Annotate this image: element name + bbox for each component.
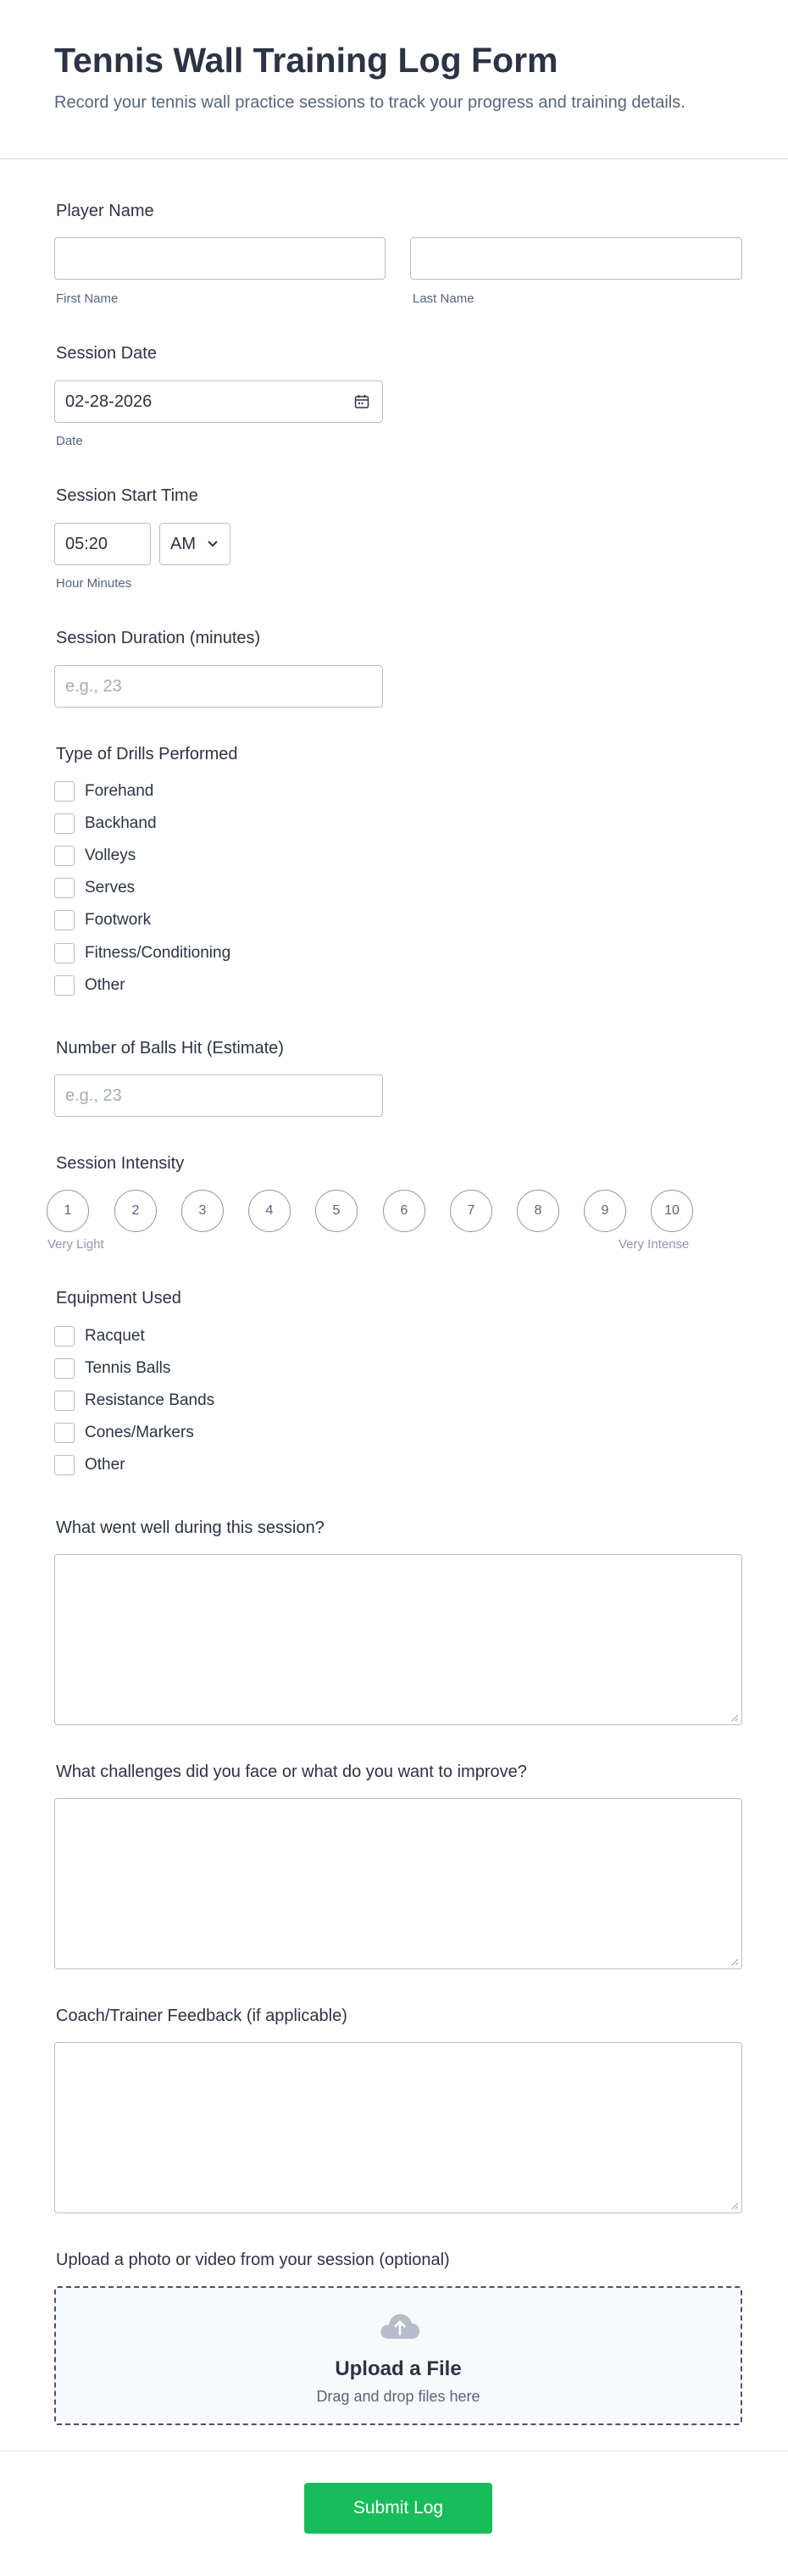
equipment-option-cones[interactable]: Cones/Markers: [54, 1422, 194, 1444]
checkbox[interactable]: [54, 975, 75, 996]
checkbox[interactable]: [54, 1391, 75, 1411]
drill-option-other[interactable]: Other: [54, 974, 125, 997]
challenges-label: What challenges did you face or what do you want to improve?: [56, 1763, 527, 1781]
last-name-input[interactable]: [410, 237, 742, 280]
player-name-label: Player Name: [56, 202, 154, 220]
session-date-sublabel: Date: [56, 434, 83, 448]
session-time-label: Session Start Time: [56, 486, 198, 505]
checkbox[interactable]: [54, 910, 75, 930]
checkbox[interactable]: [54, 781, 75, 802]
intensity-option-2[interactable]: 2: [114, 1190, 157, 1232]
drill-option-volleys[interactable]: Volleys: [54, 845, 136, 867]
checkbox[interactable]: [54, 846, 75, 866]
resize-grip-icon[interactable]: [730, 1713, 739, 1722]
equipment-option-resistance-bands[interactable]: Resistance Bands: [54, 1390, 214, 1412]
intensity-option-5[interactable]: 5: [315, 1190, 358, 1232]
ampm-select[interactable]: [159, 523, 230, 565]
intensity-option-7[interactable]: 7: [450, 1190, 492, 1232]
file-upload-dropzone[interactable]: [54, 2286, 742, 2425]
drill-option-fitness[interactable]: Fitness/Conditioning: [54, 942, 230, 964]
form-header: [0, 0, 788, 159]
checkbox[interactable]: [54, 1358, 75, 1379]
drill-option-forehand[interactable]: Forehand: [54, 780, 153, 802]
upload-label: Upload a photo or video from your session (optional): [56, 2251, 450, 2269]
balls-hit-input[interactable]: [54, 1074, 383, 1117]
drill-option-backhand[interactable]: Backhand: [54, 813, 157, 835]
balls-hit-label: Number of Balls Hit (Estimate): [56, 1039, 284, 1058]
drill-option-serves[interactable]: Serves: [54, 877, 135, 899]
challenges-textarea[interactable]: [54, 1798, 742, 1969]
intensity-option-4[interactable]: 4: [248, 1190, 291, 1232]
equipment-option-tennis-balls[interactable]: Tennis Balls: [54, 1357, 170, 1380]
resize-grip-icon[interactable]: [730, 2201, 739, 2210]
intensity-low-label: Very Light: [47, 1237, 104, 1252]
intensity-option-6[interactable]: 6: [383, 1190, 425, 1232]
upload-subtitle: Drag and drop files here: [316, 2388, 480, 2405]
equipment-label: Equipment Used: [56, 1289, 181, 1307]
drills-label: Type of Drills Performed: [56, 745, 238, 763]
form-subtitle: Record your tennis wall practice sessions to track your progress and training details.: [54, 93, 685, 112]
ampm-value: AM: [170, 534, 196, 553]
upload-title: Upload a File: [335, 2357, 462, 2380]
balls-hit-placeholder: e.g., 23: [65, 1085, 122, 1105]
first-name-input[interactable]: [54, 237, 386, 280]
session-time-sublabel: Hour Minutes: [56, 576, 132, 591]
checkbox[interactable]: [54, 1326, 75, 1346]
session-date-label: Session Date: [56, 344, 157, 363]
intensity-label: Session Intensity: [56, 1154, 185, 1173]
session-date-value: 02-28-2026: [65, 391, 153, 411]
checkbox[interactable]: [54, 943, 75, 963]
resize-grip-icon[interactable]: [730, 1957, 739, 1966]
chevron-down-icon: [206, 536, 219, 550]
went-well-label: What went well during this session?: [56, 1518, 325, 1537]
last-name-sublabel: Last Name: [413, 291, 474, 306]
calendar-icon[interactable]: [353, 393, 370, 410]
feedback-textarea[interactable]: [54, 2042, 742, 2213]
cloud-upload-icon: [379, 2310, 421, 2340]
checkbox[interactable]: [54, 1455, 75, 1475]
checkbox[interactable]: [54, 1423, 75, 1443]
equipment-option-racquet[interactable]: Racquet: [54, 1325, 145, 1347]
drill-option-footwork[interactable]: Footwork: [54, 909, 151, 931]
intensity-option-3[interactable]: 3: [181, 1190, 224, 1232]
intensity-option-1[interactable]: 1: [47, 1190, 89, 1232]
session-time-input[interactable]: 05:20: [54, 523, 151, 565]
checkbox[interactable]: [54, 813, 75, 834]
duration-placeholder: e.g., 23: [65, 676, 122, 696]
duration-label: Session Duration (minutes): [56, 629, 261, 647]
intensity-option-10[interactable]: 10: [651, 1190, 693, 1232]
went-well-textarea[interactable]: [54, 1554, 742, 1725]
checkbox[interactable]: [54, 878, 75, 898]
equipment-option-other[interactable]: Other: [54, 1454, 125, 1476]
intensity-option-9[interactable]: 9: [584, 1190, 626, 1232]
first-name-sublabel: First Name: [56, 291, 119, 306]
submit-button[interactable]: Submit Log: [304, 2483, 492, 2534]
duration-input[interactable]: [54, 665, 383, 708]
form-title: Tennis Wall Training Log Form: [54, 41, 558, 80]
feedback-label: Coach/Trainer Feedback (if applicable): [56, 2007, 347, 2025]
session-date-input[interactable]: [54, 380, 383, 423]
intensity-option-8[interactable]: 8: [517, 1190, 559, 1232]
intensity-high-label: Very Intense: [619, 1237, 690, 1252]
